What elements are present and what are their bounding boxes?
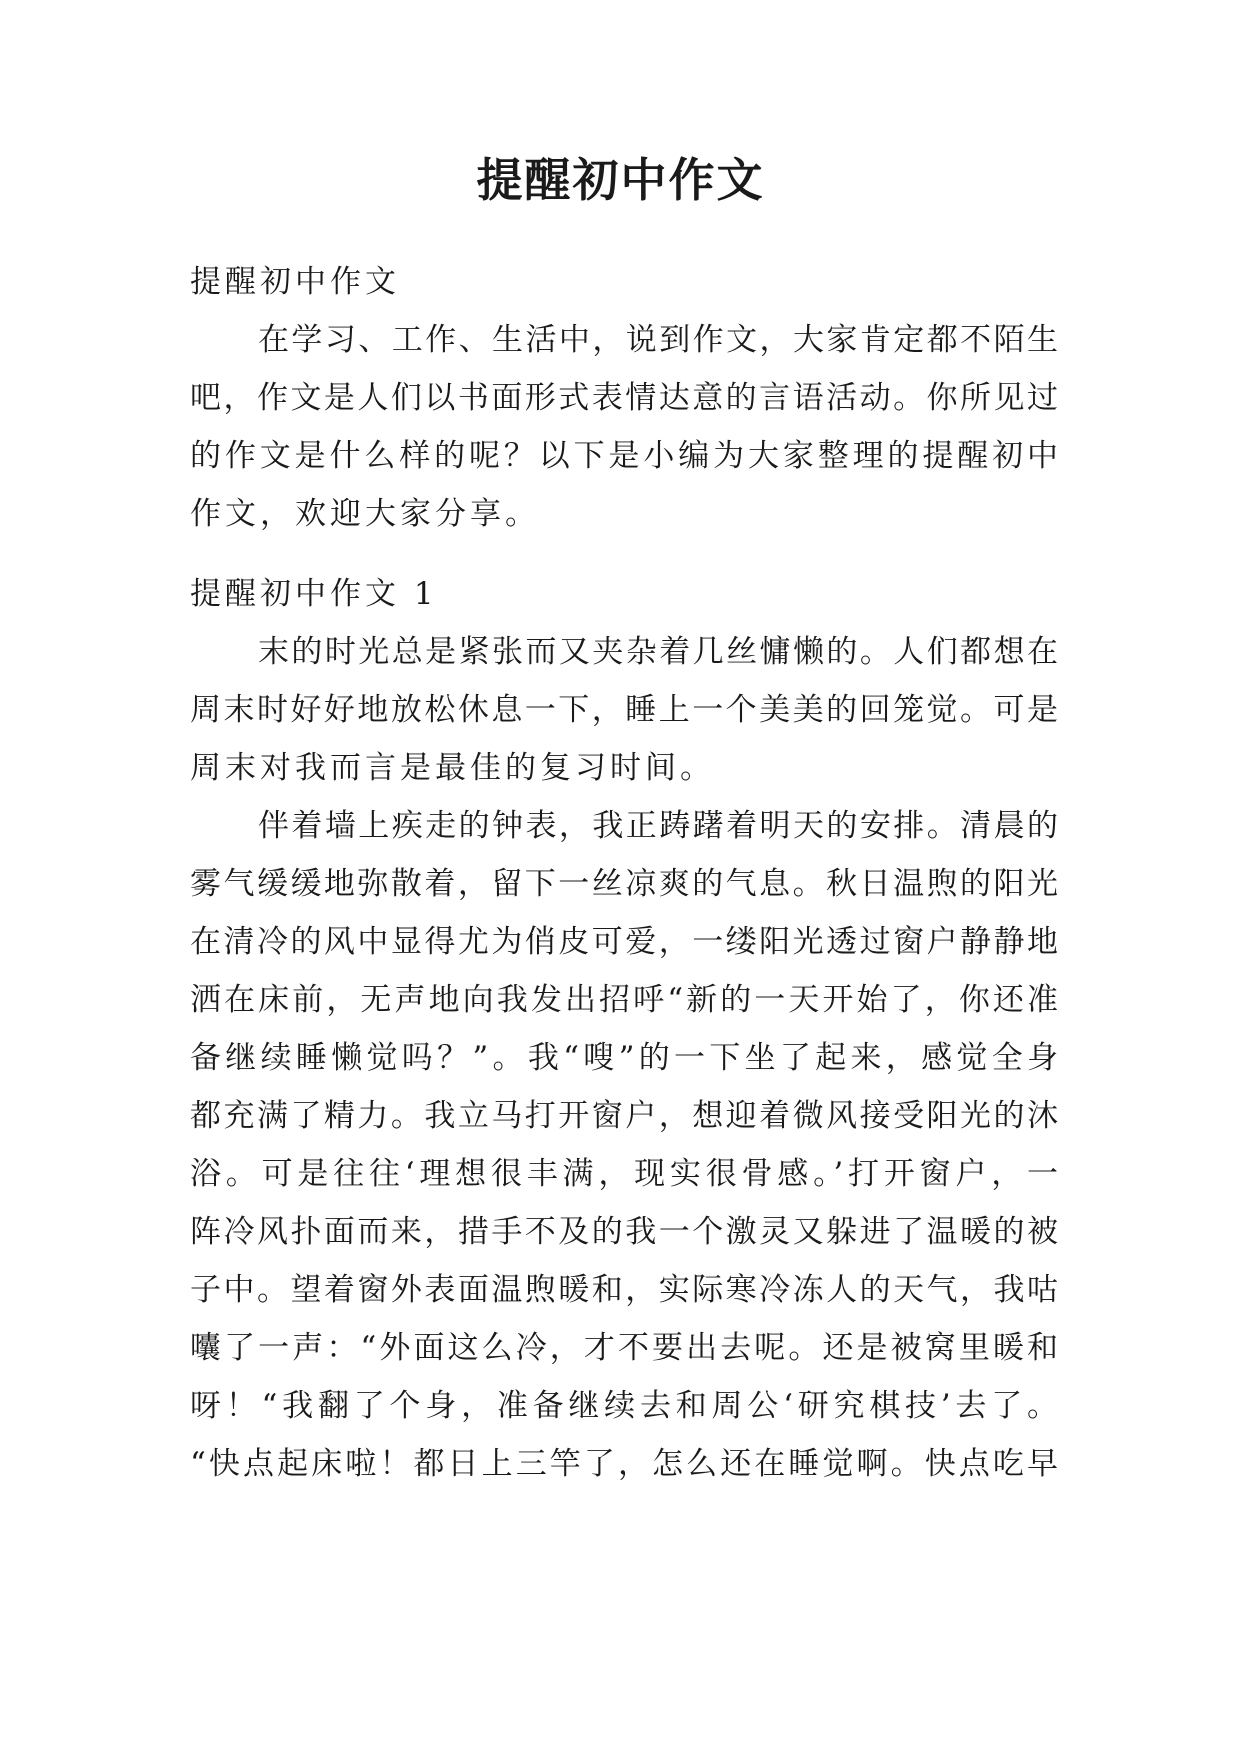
intro-line: 在学习、工作、生活中，说到作文，大家肯定都不陌生 xyxy=(258,322,1058,358)
essay1-para2-line: 洒在床前，无声地向我发出招呼“新的一天开始了，你还准 xyxy=(190,982,1058,1018)
essay1-para2-line: 阵冷风扑面而来，措手不及的我一个激灵又躲进了温暖的被 xyxy=(190,1214,1058,1250)
intro-line: 的作文是什么样的呢？以下是小编为大家整理的提醒初中 xyxy=(190,438,1058,474)
essay1-para2-line: 子中。望着窗外表面温煦暖和，实际寒冷冻人的天气，我咕 xyxy=(190,1272,1058,1308)
essay1-para2-line: 浴。可是往往‘理想很丰满，现实很骨感。’打开窗户，一 xyxy=(190,1156,1058,1192)
document-title: 提醒初中作文 xyxy=(476,153,765,207)
intro-line: 吧，作文是人们以书面形式表情达意的言语活动。你所见过 xyxy=(190,380,1058,416)
essay1-heading: 提醒初中作文 1 xyxy=(190,576,438,612)
essay1-para2-line: “快点起床啦！都日上三竿了，怎么还在睡觉啊。快点吃早 xyxy=(190,1446,1058,1482)
essay1-para2-line: 伴着墙上疾走的钟表，我正踌躇着明天的安排。清晨的 xyxy=(258,808,1058,844)
intro-heading: 提醒初中作文 xyxy=(190,264,400,300)
essay1-para2-line: 呀！“我翻了个身，准备继续去和周公‘研究棋技’去了。 xyxy=(190,1388,1058,1424)
essay1-para2-line: 雾气缓缓地弥散着，留下一丝凉爽的气息。秋日温煦的阳光 xyxy=(190,866,1058,902)
essay1-para2-line: 都充满了精力。我立马打开窗户，想迎着微风接受阳光的沐 xyxy=(190,1098,1058,1134)
essay1-para2-line: 囔了一声：“外面这么冷，才不要出去呢。还是被窝里暖和 xyxy=(190,1330,1058,1366)
essay1-para1-line: 周末对我而言是最佳的复习时间。 xyxy=(190,750,715,786)
essay1-para1-line: 末的时光总是紧张而又夹杂着几丝慵懒的。人们都想在 xyxy=(258,634,1058,670)
essay1-para1-line: 周末时好好地放松休息一下，睡上一个美美的回笼觉。可是 xyxy=(190,692,1058,728)
intro-line: 作文，欢迎大家分享。 xyxy=(190,496,540,532)
intro-section xyxy=(190,253,1058,543)
essay1-section xyxy=(190,565,1058,1493)
essay1-para2-line: 在清冷的风中显得尤为俏皮可爱，一缕阳光透过窗户静静地 xyxy=(190,924,1058,960)
essay1-para2-line: 备继续睡懒觉吗？”。我“嗖”的一下坐了起来，感觉全身 xyxy=(190,1040,1058,1076)
